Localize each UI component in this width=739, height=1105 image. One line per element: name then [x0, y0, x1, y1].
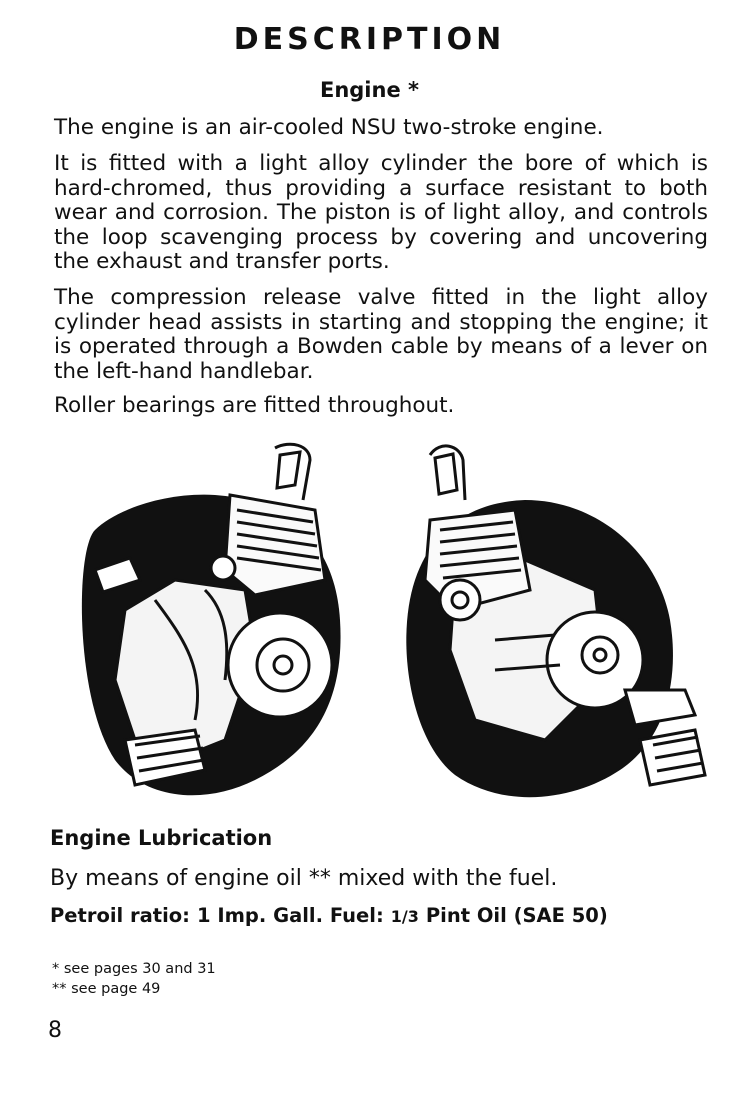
ratio-fraction: 1/3: [390, 907, 419, 926]
paragraph-3: The compression release valve fitted in the light alloy cylinder head assists in starting and stopping the engine; it is operated through a Bowden cable by means of a lever on the left-hand handlebar.: [54, 285, 708, 384]
petroil-ratio-line: [50, 904, 608, 927]
section-subheading: Engine *: [319, 78, 419, 102]
paragraph-4: Roller bearings are fitted throughout.: [54, 393, 455, 418]
page-number: 8: [48, 1018, 62, 1043]
lubrication-heading: Engine Lubrication: [50, 826, 273, 850]
ratio-fuel: 1 Imp. Gall. Fuel:: [197, 904, 384, 927]
footnote-2: ** see page 49: [52, 981, 161, 997]
page-title: DESCRIPTION: [233, 22, 506, 57]
engine-left-view-illustration: [82, 444, 341, 795]
engine-illustrations: [55, 440, 715, 810]
lubrication-text: By means of engine oil ** mixed with the fuel.: [50, 866, 558, 891]
ratio-oil: Pint Oil (SAE 50): [425, 904, 608, 927]
footnotes: [52, 959, 216, 999]
footnote-1: * see pages 30 and 31: [52, 961, 216, 977]
ratio-label: Petroil ratio:: [50, 904, 190, 927]
paragraph-2: It is fitted with a light alloy cylinder the bore of which is hard-chromed, thus providing a surface resistant to both wear and corrosion. The piston is of light alloy, and controls the loop scavenging process by covering and uncovering the exhaust and transfer ports.: [54, 151, 708, 274]
engine-right-view-illustration: [406, 446, 705, 797]
paragraph-1: The engine is an air-cooled NSU two-stroke engine.: [54, 115, 604, 140]
